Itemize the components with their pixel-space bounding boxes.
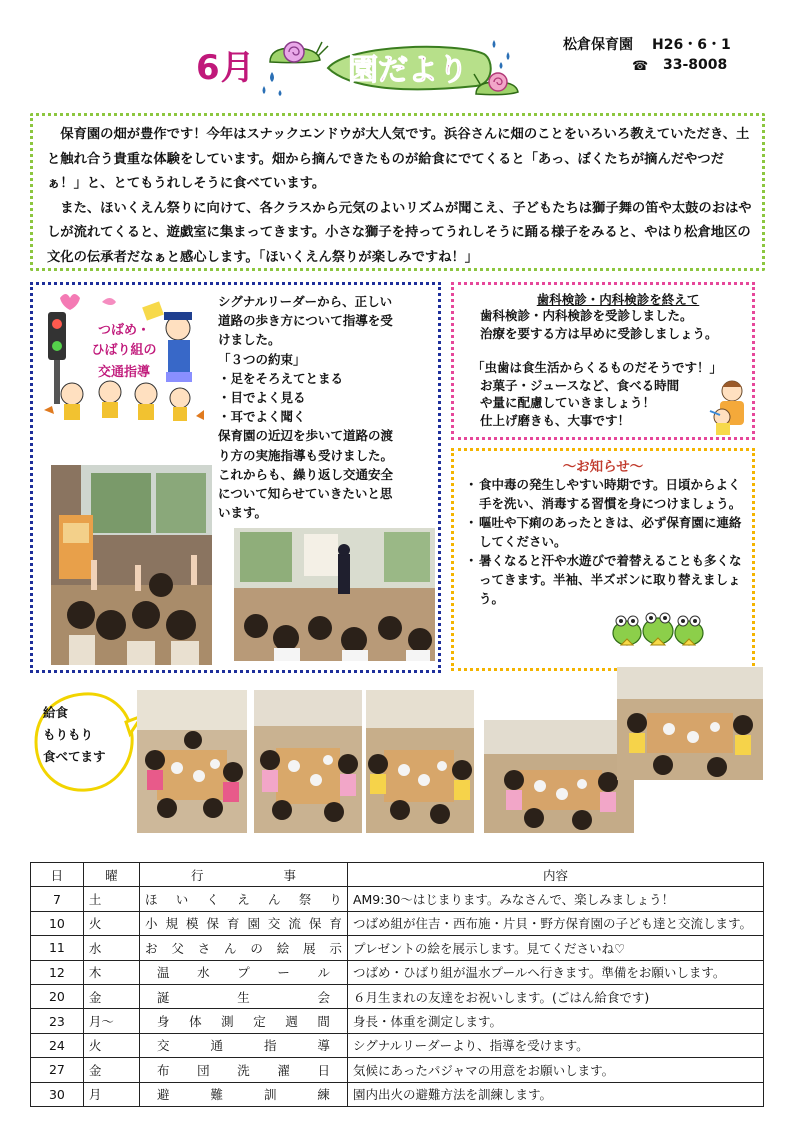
event-char: ん <box>267 892 281 908</box>
col-header-day: 日 <box>31 863 84 887</box>
event-char: 育 <box>226 916 240 932</box>
cell-content: ６月生まれの友達をお祝いします。(ごはん給食です) <box>347 984 763 1008</box>
event-char: 流 <box>288 916 301 932</box>
cell-weekday: 火 <box>83 1033 139 1057</box>
table-row <box>31 1009 764 1033</box>
traffic-line: ・目でよく見る <box>218 390 306 406</box>
intro-paragraph: また、ほいくえん祭りに向けて、各クラスから元気のよいリズムが聞こえ、子どもたちは獅子舞の笛や太鼓のおはやしが流れてくると、遊戯室に集まってきます。小さな獅子を持ってうれしそうに踊る様子をみると、やはり松倉地区の文化の伝承者だなぁと感心します。「ほいくえん祭りが楽しみですね！」 <box>47 200 752 265</box>
cell-weekday: 金 <box>83 1058 139 1082</box>
cell-day: 20 <box>31 984 84 1008</box>
table-row <box>31 911 764 935</box>
traffic-line: シグナルリーダーから、正しい <box>218 294 393 309</box>
dental-line: や量に配慮していきましょう！ <box>480 395 656 410</box>
event-char: 保 <box>206 916 219 932</box>
event-name <box>145 890 342 908</box>
notice-item <box>465 513 747 551</box>
notice-title: ～お知らせ～ <box>562 459 644 475</box>
table-row <box>31 887 764 911</box>
cell-content: つばめ組が住吉・西布施・片貝・野方保育園の子ども達と交流します。 <box>347 911 763 935</box>
event-char: ほ <box>145 892 158 908</box>
col-header-event-char: 行 <box>191 867 204 883</box>
event-char: 交 <box>267 916 281 932</box>
event-char: 会 <box>317 989 330 1005</box>
illust-title-3: 交通指導 <box>97 365 151 380</box>
phone-icon: ☎ <box>632 59 649 74</box>
event-char: 規 <box>165 916 179 932</box>
event-char: 難 <box>210 1087 223 1103</box>
event-char: 体 <box>189 1014 202 1030</box>
lunch-photo <box>137 690 247 833</box>
bullet: ・ <box>465 553 478 568</box>
cell-day: 12 <box>31 960 84 984</box>
event-char: ー <box>277 965 290 981</box>
event-char: 濯 <box>277 1062 290 1078</box>
traffic-lesson-photo <box>234 528 435 661</box>
traffic-line: けました。 <box>218 332 281 348</box>
event-char: 生 <box>237 989 250 1005</box>
table-row <box>31 984 764 1008</box>
dental-line: 治療を要する方は早めに受診しましょう。 <box>480 325 718 341</box>
table-row <box>31 1033 764 1057</box>
traffic-line: これからも、繰り返し交通安全 <box>218 466 394 482</box>
lunch-line: もりもり <box>43 727 94 742</box>
cell-weekday: 水 <box>83 936 139 960</box>
notice-item-text: 暑くなると汗や水遊びで着替えることも多くなってきます。半袖、半ズボンに取り替えましょう。 <box>479 553 742 606</box>
col-header-weekday: 曜 <box>83 863 139 887</box>
event-char: 小 <box>145 916 158 932</box>
traffic-text <box>218 292 440 522</box>
cell-weekday: 土 <box>83 887 139 911</box>
event-char: 温 <box>157 965 170 981</box>
banner-title: 園だより <box>348 53 468 88</box>
children-icon <box>61 381 190 421</box>
event-char: お <box>145 940 158 956</box>
cell-weekday: 月 <box>83 1082 139 1106</box>
cell-event <box>140 911 348 935</box>
event-char: 間 <box>317 1014 330 1030</box>
illust-title-1: つばめ・ <box>97 323 151 338</box>
frogs-icon <box>611 605 705 653</box>
event-char: 模 <box>185 916 199 932</box>
traffic-line: 道路の歩き方について指導を受 <box>218 313 393 329</box>
cell-content: 園内出火の避難方法を訓練します。 <box>347 1082 763 1106</box>
dental-line: 歯科検診・内科検診を受診しました。 <box>480 308 693 323</box>
event-char: 定 <box>253 1014 266 1030</box>
dental-body <box>472 307 742 429</box>
cell-day: 11 <box>31 936 84 960</box>
traffic-line: について知らせていきたいと思 <box>218 486 393 502</box>
notice-item-text: 嘔吐や下痢のあったときは、必ず保育園に連絡してください。 <box>479 515 742 549</box>
event-name <box>145 988 342 1006</box>
newsletter-month: 6月 <box>196 48 256 88</box>
cell-event <box>140 1033 348 1057</box>
cell-weekday: 木 <box>83 960 139 984</box>
traffic-lesson-photo <box>51 465 212 665</box>
event-char: 絵 <box>276 940 290 956</box>
event-char: プ <box>237 965 250 981</box>
dental-line: 仕上げ磨きも、大事です！ <box>480 412 631 428</box>
cell-day: 23 <box>31 1009 84 1033</box>
traffic-line: います。 <box>218 505 268 521</box>
event-char: い <box>175 892 189 908</box>
dental-line: 「虫歯は食生活からくるものだそうです！」 <box>472 360 723 375</box>
event-char: 示 <box>329 940 342 956</box>
event-name <box>145 1085 342 1103</box>
dental-line: お菓子・ジュースなど、食べる時間 <box>480 377 680 393</box>
event-char: 水 <box>197 965 210 981</box>
bullet: ・ <box>465 515 478 530</box>
event-char: ル <box>317 965 330 981</box>
cell-event <box>140 1058 348 1082</box>
event-char: 導 <box>317 1038 330 1054</box>
lunch-line: 給食 <box>43 705 69 720</box>
col-header-event <box>140 863 348 887</box>
cell-content: プレゼントの絵を展示します。見てくださいね♡ <box>347 936 763 960</box>
toothbrushing-icon <box>706 377 752 435</box>
table-row <box>31 960 764 984</box>
event-char: 通 <box>210 1038 223 1054</box>
cell-weekday: 月～ <box>83 1009 139 1033</box>
col-header-content-char: 内 <box>542 867 556 883</box>
event-char: 測 <box>221 1014 234 1030</box>
col-header-content <box>347 863 763 887</box>
event-char: 週 <box>285 1014 298 1030</box>
traffic-line: 保育園の近辺を歩いて道路の渡 <box>218 428 394 444</box>
event-char: 保 <box>308 916 322 932</box>
cell-day: 10 <box>31 911 84 935</box>
traffic-line: り方の実施指導も受けました。 <box>218 447 394 463</box>
event-name <box>145 1012 342 1030</box>
title-banner <box>258 34 520 96</box>
lunch-caption <box>43 702 106 768</box>
event-char: 育 <box>329 916 342 932</box>
cell-event <box>140 1009 348 1033</box>
event-char: 訓 <box>263 1087 277 1103</box>
cell-day: 24 <box>31 1033 84 1057</box>
dental-title: 歯科検診・内科検診を終えて <box>536 292 700 307</box>
traffic-illustration <box>40 290 208 430</box>
cell-weekday: 火 <box>83 911 139 935</box>
col-header-content-char: 容 <box>555 867 568 883</box>
snail-icon <box>270 42 328 63</box>
event-char: 日 <box>317 1062 330 1078</box>
event-char: 布 <box>157 1062 170 1078</box>
illust-title-2: ひばり組の <box>91 343 157 358</box>
cell-weekday: 金 <box>83 984 139 1008</box>
issue-date: H26・6・1 <box>652 37 731 53</box>
event-name <box>145 1061 342 1079</box>
event-char: 園 <box>247 916 260 932</box>
event-name <box>145 939 342 957</box>
event-name <box>145 914 342 932</box>
traffic-line: 「３つの約束」 <box>218 351 306 367</box>
cell-day: 7 <box>31 887 84 911</box>
event-char: 練 <box>317 1087 330 1103</box>
cell-day: 27 <box>31 1058 84 1082</box>
cell-content: 気候にあったパジャマの用意をお願いします。 <box>347 1058 763 1082</box>
event-char: 誕 <box>157 989 170 1005</box>
event-char: 指 <box>263 1038 277 1054</box>
intro-box <box>30 113 765 271</box>
phone-number: 33-8008 <box>663 57 728 73</box>
cell-event <box>140 1082 348 1106</box>
bullet: ・ <box>465 477 478 492</box>
notice-item <box>465 475 747 513</box>
school-name: 松倉保育園 <box>563 37 633 53</box>
lunch-photo <box>254 690 362 833</box>
event-char: 父 <box>171 940 184 956</box>
cell-day: 30 <box>31 1082 84 1106</box>
lunch-photo <box>366 690 474 833</box>
event-char: 避 <box>157 1087 170 1103</box>
event-char: り <box>329 892 342 908</box>
table-row <box>31 936 764 960</box>
event-name <box>145 963 342 981</box>
cell-content: シグナルリーダーより、指導を受けます。 <box>347 1033 763 1057</box>
event-char: さ <box>197 940 211 956</box>
table-header-row <box>31 863 764 887</box>
notice-item-text: 食中毒の発生しやすい時期です。日頃からよく手を洗い、消毒する習慣を身につけましょう。 <box>479 477 742 511</box>
traffic-line: ・耳でよく聞く <box>218 409 306 425</box>
traffic-line: ・足をそろえてとまる <box>218 370 344 386</box>
lunch-photo <box>484 720 634 833</box>
lunch-line: 食べてます <box>43 749 106 764</box>
event-char: 団 <box>197 1062 210 1078</box>
event-char: 洗 <box>237 1062 250 1078</box>
cell-event <box>140 887 348 911</box>
event-char: の <box>250 940 263 956</box>
event-char: 祭 <box>298 892 312 908</box>
intro-paragraph: 保育園の畑が豊作です！今年はスナックエンドウが大人気です。浜谷さんに畑のことをいろいろ教えていただき、土と触れ合う貴重な体験をしています。畑から摘んできたものが給食にでてくると「あっ、ぼくたちが摘んだやつだぁ！」と、とてもうれしそうに食べています。 <box>47 127 750 191</box>
event-char: え <box>237 892 250 908</box>
table-row <box>31 1058 764 1082</box>
table-row <box>31 1082 764 1106</box>
event-char: 展 <box>303 940 316 956</box>
cell-content: つばめ・ひばり組が温水プールへ行きます。準備をお願いします。 <box>347 960 763 984</box>
event-char: 身 <box>157 1014 170 1030</box>
cell-content: 身長・体重を測定します。 <box>347 1009 763 1033</box>
cell-content: AM9:30～はじまります。みなさんで、楽しみましょう！ <box>347 887 763 911</box>
event-name <box>145 1036 342 1054</box>
cell-event <box>140 936 348 960</box>
event-char: く <box>206 892 219 908</box>
notice-list <box>465 475 747 608</box>
event-char: 交 <box>157 1038 170 1054</box>
dental-line <box>472 342 742 359</box>
schedule-table <box>30 862 764 1107</box>
cell-event <box>140 984 348 1008</box>
notice-item <box>465 551 747 608</box>
lunch-photo <box>617 667 763 780</box>
col-header-event-char: 事 <box>283 867 296 883</box>
event-char: ん <box>224 940 237 956</box>
cell-event <box>140 960 348 984</box>
